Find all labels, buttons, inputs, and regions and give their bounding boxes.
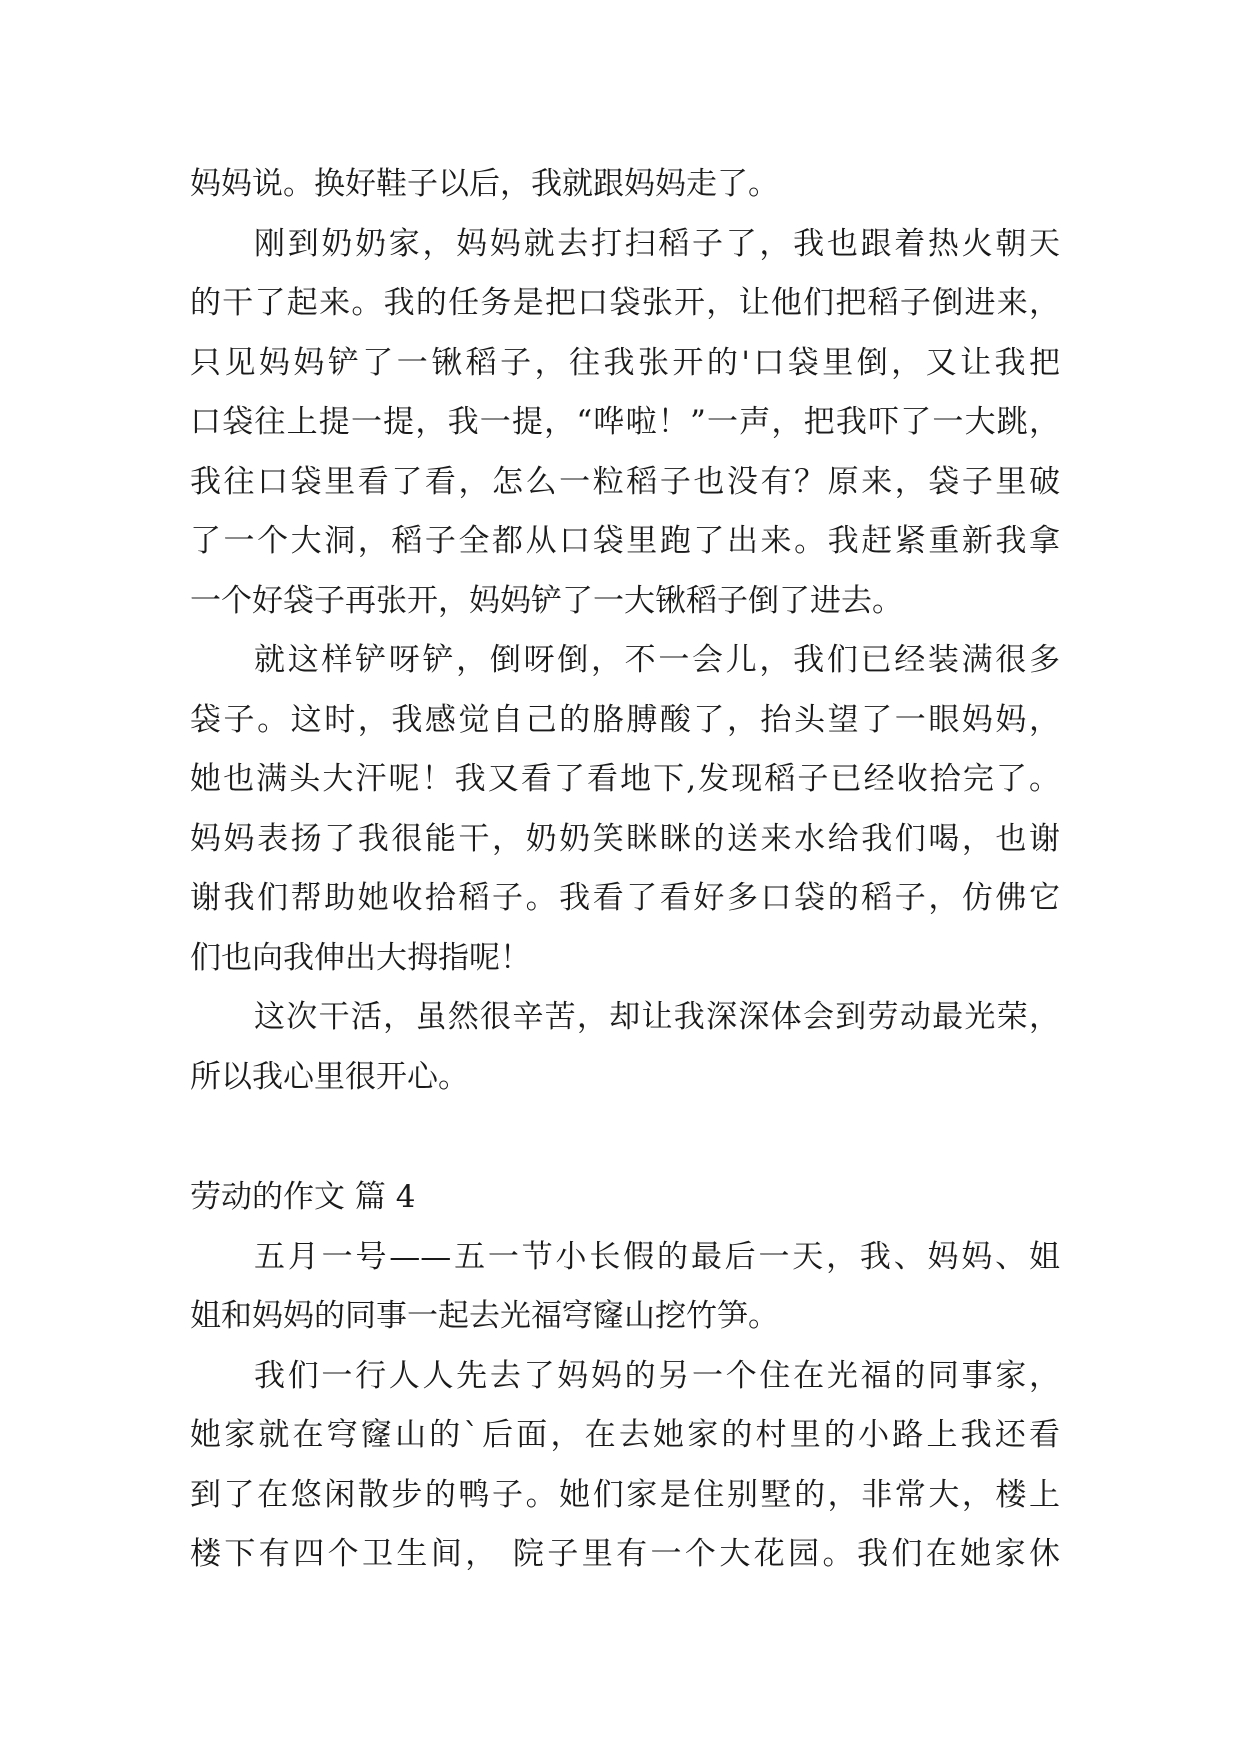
text-line: 五月一号——五一节小长假的最后一天，我、妈妈、姐 xyxy=(254,1238,1060,1275)
text-line: 只见妈妈铲了一锹稻子，往我张开的'口袋里倒，又让我把 xyxy=(190,344,1060,381)
text-line: 袋子。这时，我感觉自己的胳膊酸了，抬头望了一眼妈妈， xyxy=(190,701,1060,738)
text-line: 到了在悠闲散步的鸭子。她们家是住别墅的，非常大，楼上 xyxy=(190,1476,1060,1513)
text-line: 妈妈表扬了我很能干，奶奶笑眯眯的送来水给我们喝，也谢 xyxy=(190,820,1060,857)
text-line: 这次干活，虽然很辛苦，却让我深深体会到劳动最光荣， xyxy=(254,999,1060,1035)
document-page xyxy=(190,155,1060,1585)
text-line: 了一个大洞，稻子全都从口袋里跑了出来。我赶紧重新我拿 xyxy=(190,523,1060,559)
text-line: 我往口袋里看了看，怎么一粒稻子也没有？原来，袋子里破 xyxy=(190,463,1060,500)
section-heading: 劳动的作文 篇 4 xyxy=(190,1179,416,1215)
text-line: 一个好袋子再张开，妈妈铲了一大锹稻子倒了进去。 xyxy=(190,582,903,619)
text-line: 们也向我伸出大拇指呢！ xyxy=(190,939,531,976)
text-line: 我们一行人人先去了妈妈的另一个住在光福的同事家， xyxy=(254,1357,1060,1394)
text-line: 口袋往上提一提，我一提，“哗啦！”一声，把我吓了一大跳， xyxy=(190,404,1060,440)
text-line: 楼下有四个卫生间， 院子里有一个大花园。我们在她家休 xyxy=(190,1536,1060,1572)
paragraph-gap xyxy=(190,1107,1060,1168)
text-line: 所以我心里很开心。 xyxy=(190,1058,469,1095)
text-line: 姐和妈妈的同事一起去光福穹窿山挖竹笋。 xyxy=(190,1298,779,1334)
text-line: 她家就在穹窿山的`后面，在去她家的村里的小路上我还看 xyxy=(190,1417,1060,1453)
text-line: 就这样铲呀铲，倒呀倒，不一会儿，我们已经装满很多 xyxy=(254,642,1060,678)
text-line: 谢我们帮助她收拾稻子。我看了看好多口袋的稻子，仿佛它 xyxy=(190,880,1060,916)
text-line: 妈妈说。换好鞋子以后，我就跟妈妈走了。 xyxy=(190,166,779,202)
text-line: 她也满头大汗呢！我又看了看地下,发现稻子已经收拾完了。 xyxy=(190,761,1060,797)
text-line: 的干了起来。我的任务是把口袋张开，让他们把稻子倒进来， xyxy=(190,285,1060,321)
text-line: 刚到奶奶家，妈妈就去打扫稻子了，我也跟着热火朝天 xyxy=(254,225,1060,262)
